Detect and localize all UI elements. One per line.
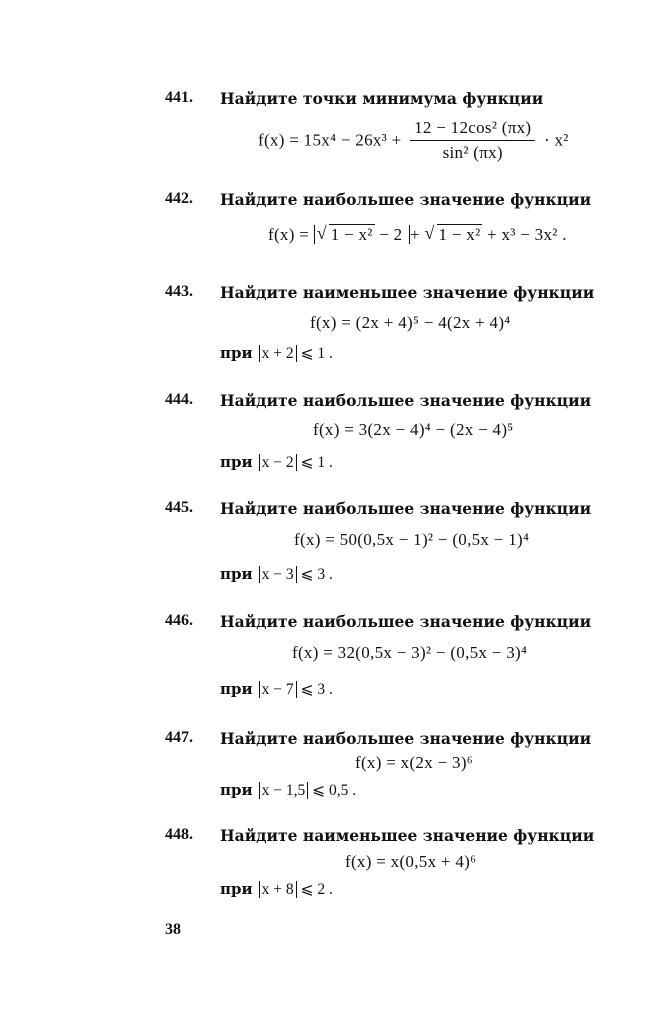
condition-word: при	[220, 781, 253, 799]
condition-word: при	[220, 880, 253, 898]
absolute-value: x − 2	[259, 454, 297, 471]
condition	[220, 344, 333, 363]
condition-bound: ⩽ 1 .	[300, 345, 333, 362]
problem-number: 445.	[165, 499, 193, 516]
problem-text: Найдите наименьшее значение функции	[220, 826, 595, 845]
problem-text: Найдите наибольшее значение функции	[220, 391, 592, 410]
condition-word: при	[220, 565, 253, 583]
page-number: 38	[165, 921, 181, 938]
condition	[220, 781, 356, 800]
absolute-value: x − 1,5	[259, 782, 309, 799]
formula-part: − 2	[379, 225, 403, 244]
formula: f(x) = 32(0,5x − 3)² − (0,5x − 3)⁴	[292, 643, 528, 662]
problem-text: Найдите наибольшее значение функции	[220, 612, 592, 631]
fraction-denominator: sin² (πx)	[442, 143, 503, 162]
problem-number: 443.	[165, 283, 193, 300]
condition-bound: ⩽ 0,5 .	[312, 782, 357, 799]
absolute-value: x − 7	[259, 681, 297, 698]
formula: f(x) = (2x + 4)⁵ − 4(2x + 4)⁴	[310, 313, 511, 332]
condition	[220, 880, 333, 899]
square-root: √ 1 − x²	[316, 223, 373, 244]
fraction	[410, 118, 535, 163]
absolute-value: x + 8	[259, 881, 297, 898]
condition-bound: ⩽ 2 .	[300, 881, 333, 898]
problem-number: 446.	[165, 612, 193, 629]
problem-number: 441.	[165, 89, 193, 106]
condition-word: при	[220, 453, 253, 471]
formula-part: f(x) =	[268, 225, 310, 244]
formula: f(x) = x(2x − 3)⁶	[355, 753, 474, 772]
condition	[220, 680, 333, 699]
formula	[268, 225, 567, 245]
problem-text: Найдите наибольшее значение функции	[220, 190, 592, 209]
radicand: 1 − x²	[330, 225, 373, 244]
problem-number: 444.	[165, 391, 193, 408]
problem-number: 447.	[165, 729, 193, 746]
formula: f(x) = 3(2x − 4)⁴ − (2x − 4)⁵	[313, 420, 514, 439]
condition	[220, 565, 333, 584]
condition-word: при	[220, 344, 253, 362]
absolute-value	[314, 225, 410, 244]
formula: f(x) = 50(0,5x − 1)² − (0,5x − 1)⁴	[294, 530, 530, 549]
absolute-value: x + 2	[259, 345, 297, 362]
problem-text: Найдите наибольшее значение функции	[220, 499, 592, 518]
problem-number: 442.	[165, 190, 193, 207]
formula-part: +	[410, 225, 420, 244]
condition-word: при	[220, 680, 253, 698]
formula	[258, 118, 569, 163]
condition-bound: ⩽ 3 .	[300, 681, 333, 698]
condition	[220, 453, 333, 472]
problem-text: Найдите точки минимума функции	[220, 89, 544, 108]
problem-text: Найдите наибольшее значение функции	[220, 729, 592, 748]
problem-text: Найдите наименьшее значение функции	[220, 283, 595, 302]
square-root: √ 1 − x²	[424, 223, 481, 244]
formula-tail: · x²	[543, 130, 569, 150]
problem-number: 448.	[165, 826, 193, 843]
condition-bound: ⩽ 3 .	[300, 566, 333, 583]
condition-bound: ⩽ 1 .	[300, 454, 333, 471]
formula-lhs: f(x) = 15x⁴ − 26x³ +	[258, 130, 402, 150]
formula-part: + x³ − 3x² .	[487, 225, 567, 244]
absolute-value: x − 3	[259, 566, 297, 583]
fraction-numerator: 12 − 12cos² (πx)	[410, 118, 535, 141]
formula: f(x) = x(0,5x + 4)⁶	[345, 852, 477, 871]
radicand: 1 − x²	[438, 225, 481, 244]
